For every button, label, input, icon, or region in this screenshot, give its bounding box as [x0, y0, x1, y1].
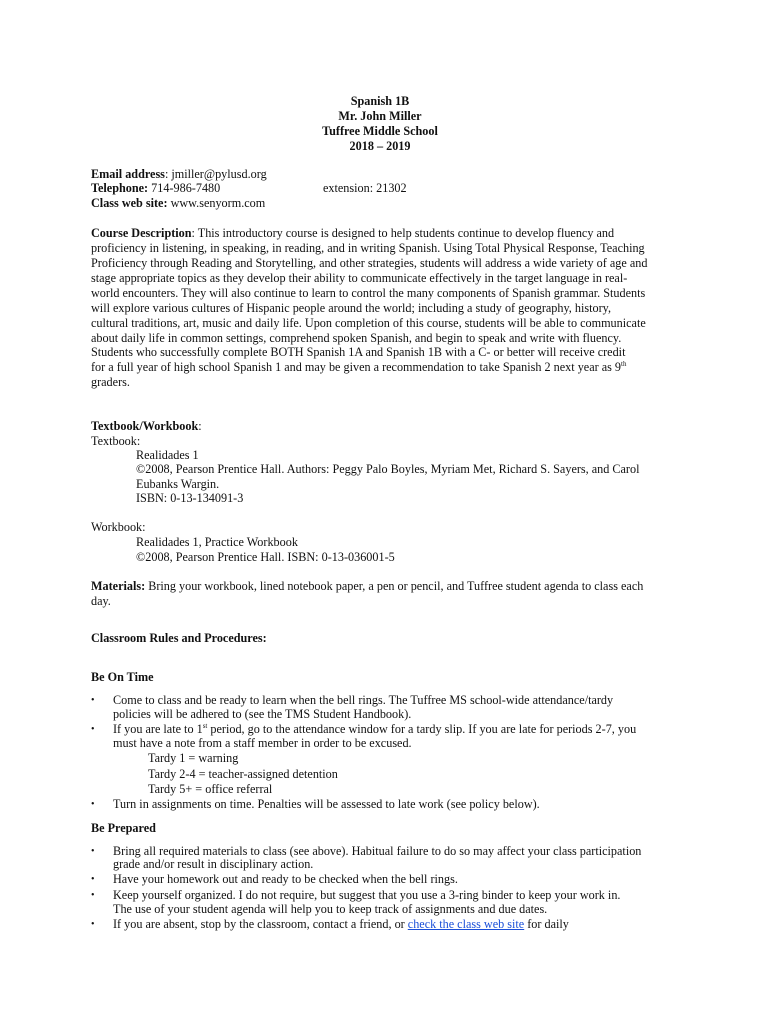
textbook-isbn: ISBN: 0-13-134091-3 — [136, 491, 244, 505]
school-year: 2018 – 2019 — [349, 139, 411, 153]
course-description-line: graders. — [91, 375, 130, 389]
list-item-cont: The use of your student agenda will help you to keep track of assignments and due dates. — [113, 902, 548, 916]
website-line — [91, 196, 265, 211]
bullet-icon: • — [91, 890, 95, 901]
textbook-authors: ©2008, Pearson Prentice Hall. Authors: Peggy Palo Boyles, Myriam Met, Richard S. Sayers, and Carol — [136, 462, 640, 476]
list-item: If you are late to 1st period, go to the attendance window for a tardy slip. If you are late for periods 2-7, you — [113, 722, 637, 736]
teacher-name: Mr. John Miller — [338, 109, 422, 123]
materials-line: day. — [91, 594, 111, 608]
course-description-line: stage appropriate topics as they develop their ability to communicate effectively in the target language in real- — [91, 271, 628, 285]
tardy-rule: Tardy 2-4 = teacher-assigned detention — [148, 767, 338, 781]
course-description-line: Course Description: This introductory course is designed to help students continue to develop fluency and — [91, 226, 615, 240]
course-description-line: for a full year of high school Spanish 1 and may be given a recommendation to take Spanish 2 next year as 9th — [91, 360, 627, 374]
bullet-icon: • — [91, 846, 95, 857]
course-description-line: will explore various cultures of Hispanic people around the world; including a study of geography, history, — [91, 301, 611, 315]
superscript: st — [202, 722, 208, 730]
class-web-site-link[interactable]: check the class web site — [407, 917, 525, 931]
list-item: Bring all required materials to class (see above). Habitual failure to do so may affect your class participation — [113, 844, 642, 858]
course-description-line: Proficiency through Reading and Storytelling, and other strategies, students will address a wide variety of age and — [91, 256, 648, 270]
be-on-time-heading: Be On Time — [91, 670, 154, 684]
textbook-authors-cont: Eubanks Wargin. — [136, 477, 220, 491]
list-item-cont: must have a note from a staff member in order to be excused. — [113, 736, 412, 750]
list-item-cont: policies will be adhered to (see the TMS Student Handbook). — [113, 707, 412, 721]
bullet-icon: • — [91, 919, 95, 930]
list-item: If you are absent, stop by the classroom, contact a friend, or check the class web site for daily — [113, 917, 569, 931]
course-title: Spanish 1B — [350, 94, 410, 108]
materials-label: Materials: — [91, 579, 146, 593]
textbook-title: Realidades 1 — [136, 448, 199, 462]
email-line — [91, 167, 267, 182]
list-item: Keep yourself organized. I do not require, but suggest that you use a 3-ring binder to keep your work in. — [113, 888, 621, 902]
tardy-rule: Tardy 1 = warning — [148, 751, 239, 765]
telephone-label: Telephone: — [91, 181, 149, 195]
list-item: Turn in assignments on time. Penalties will be assessed to late work (see policy below). — [113, 797, 540, 811]
telephone-line — [91, 181, 220, 196]
extension: extension: 21302 — [323, 181, 407, 195]
list-item: Come to class and be ready to learn when the bell rings. The Tuffree MS school-wide attendance/tardy — [113, 693, 614, 707]
workbook-label: Workbook: — [91, 520, 146, 534]
course-description-line: about daily life in common settings, comprehend spoken Spanish, and begin to speak and write with fluency. — [91, 331, 622, 345]
course-description-line: cultural traditions, art, music and daily life. Upon completion of this course, students will be able to communicate — [91, 316, 646, 330]
textbook-workbook-heading: Textbook/Workbook: — [91, 419, 202, 433]
bullet-icon: • — [91, 874, 95, 885]
course-description-line: Students who successfully complete BOTH Spanish 1A and Spanish 1B with a C- or better will receive credit — [91, 345, 626, 359]
bullet-icon: • — [91, 724, 95, 735]
email-label: Email address — [91, 167, 165, 181]
be-prepared-heading: Be Prepared — [91, 821, 156, 835]
course-description-label: Course Description — [91, 226, 192, 240]
website-value: www.senyorm.com — [167, 196, 266, 210]
school-name: Tuffree Middle School — [322, 124, 438, 138]
telephone-value: 714-986-7480 — [148, 181, 221, 195]
classroom-rules-heading: Classroom Rules and Procedures: — [91, 631, 267, 645]
workbook-publisher: ©2008, Pearson Prentice Hall. ISBN: 0-13-036001-5 — [136, 550, 395, 564]
textbook-label: Textbook: — [91, 434, 141, 448]
bullet-icon: • — [91, 799, 95, 810]
materials-line: Materials: Bring your workbook, lined notebook paper, a pen or pencil, and Tuffree student agenda to class each — [91, 579, 644, 593]
superscript: th — [621, 360, 627, 368]
course-description-line: proficiency in listening, in speaking, in reading, and in writing Spanish. Using Total Physical Response, Teaching — [91, 241, 645, 255]
list-item: Have your homework out and ready to be checked when the bell rings. — [113, 872, 458, 886]
list-item-cont: grade and/or result in disciplinary action. — [113, 857, 314, 871]
workbook-title: Realidades 1, Practice Workbook — [136, 535, 298, 549]
website-label: Class web site: — [91, 196, 168, 210]
tardy-rule: Tardy 5+ = office referral — [148, 782, 273, 796]
course-description-line: world encounters. They will also continue to learn to control the many components of Spanish grammar. Students — [91, 286, 646, 300]
bullet-icon: • — [91, 695, 95, 706]
email-value: : jmiller@pylusd.org — [164, 167, 267, 181]
